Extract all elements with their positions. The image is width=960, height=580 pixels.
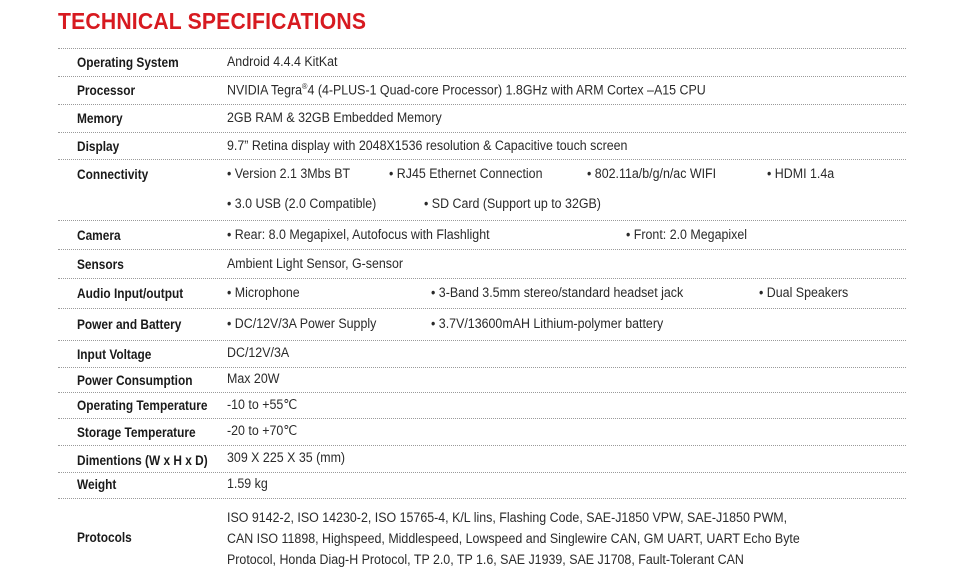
- connectivity-item: • 3.0 USB (2.0 Compatible): [227, 196, 376, 211]
- connectivity-item: • HDMI 1.4a: [767, 166, 834, 181]
- spec-label-power: Power and Battery: [77, 317, 182, 332]
- spec-value-dimensions: 309 X 225 X 35 (mm): [227, 450, 346, 465]
- row-separator: [58, 159, 906, 160]
- connectivity-item: • Version 2.1 3Mbs BT: [227, 166, 350, 181]
- row-separator: [58, 472, 906, 473]
- spec-label-processor: Processor: [77, 83, 136, 98]
- processor-text-a: NVIDIA Tegra: [227, 82, 303, 98]
- row-separator: [58, 249, 906, 250]
- connectivity-item: • SD Card (Support up to 32GB): [424, 196, 601, 211]
- spec-label-dimensions: Dimentions (W x H x D): [77, 453, 208, 468]
- spec-value-processor: [227, 82, 706, 98]
- spec-label-os: Operating System: [77, 55, 179, 70]
- row-separator: [58, 220, 906, 221]
- row-separator: [58, 308, 906, 309]
- connectivity-item: • 802.11a/b/g/n/ac WIFI: [587, 166, 716, 181]
- spec-label-consumption: Power Consumption: [77, 373, 193, 388]
- spec-label-audio: Audio Input/output: [77, 286, 184, 301]
- power-item: • DC/12V/3A Power Supply: [227, 316, 376, 331]
- spec-label-protocols: Protocols: [77, 530, 132, 545]
- spec-label-connectivity: Connectivity: [77, 167, 149, 182]
- spec-value-sensors: Ambient Light Sensor, G-sensor: [227, 256, 404, 271]
- spec-value-memory: 2GB RAM & 32GB Embedded Memory: [227, 110, 442, 125]
- registered-mark: ®: [302, 82, 308, 91]
- spec-label-storage-temp: Storage Temperature: [77, 425, 196, 440]
- processor-text-b: 4 (4-PLUS-1 Quad-core Processor) 1.8GHz with ARM Cortex –A15 CPU: [307, 82, 706, 98]
- row-separator: [58, 498, 906, 499]
- audio-item: • Dual Speakers: [759, 285, 848, 300]
- spec-label-sensors: Sensors: [77, 257, 124, 272]
- spec-value-op-temp: -10 to +55℃: [227, 397, 298, 412]
- protocols-line: CAN ISO 11898, Highspeed, Middlespeed, Lowspeed and Singlewire CAN, GM UART, UART Echo Byte: [227, 531, 800, 546]
- connectivity-item: • RJ45 Ethernet Connection: [389, 166, 542, 181]
- spec-label-input-voltage: Input Voltage: [77, 347, 152, 362]
- spec-value-display: 9.7” Retina display with 2048X1536 resolution & Capacitive touch screen: [227, 138, 628, 153]
- row-separator: [58, 278, 906, 279]
- row-separator: [58, 392, 906, 393]
- camera-item: • Rear: 8.0 Megapixel, Autofocus with Flashlight: [227, 227, 490, 242]
- row-separator: [58, 104, 906, 105]
- spec-value-input-voltage: DC/12V/3A: [227, 345, 290, 360]
- spec-value-consumption: Max 20W: [227, 371, 280, 386]
- power-item: • 3.7V/13600mAH Lithium-polymer battery: [431, 316, 663, 331]
- row-separator: [58, 445, 906, 446]
- spec-label-memory: Memory: [77, 111, 123, 126]
- spec-label-camera: Camera: [77, 228, 121, 243]
- spec-label-display: Display: [77, 139, 120, 154]
- protocols-line: Protocol, Honda Diag-H Protocol, TP 2.0, TP 1.6, SAE J1939, SAE J1708, Fault-Tolerant CAN: [227, 552, 744, 567]
- row-separator: [58, 418, 906, 419]
- audio-item: • Microphone: [227, 285, 300, 300]
- row-separator: [58, 48, 906, 49]
- spec-label-op-temp: Operating Temperature: [77, 398, 208, 413]
- row-separator: [58, 76, 906, 77]
- page-title: TECHNICAL SPECIFICATIONS: [58, 8, 367, 34]
- row-separator: [58, 132, 906, 133]
- spec-value-weight: 1.59 kg: [227, 476, 268, 491]
- audio-item: • 3-Band 3.5mm stereo/standard headset jack: [431, 285, 683, 300]
- spec-value-os: Android 4.4.4 KitKat: [227, 54, 338, 69]
- camera-item: • Front: 2.0 Megapixel: [626, 227, 747, 242]
- row-separator: [58, 340, 906, 341]
- spec-value-storage-temp: -20 to +70℃: [227, 423, 298, 438]
- protocols-line: ISO 9142-2, ISO 14230-2, ISO 15765-4, K/L lins, Flashing Code, SAE-J1850 VPW, SAE-J1850 PWM,: [227, 510, 788, 525]
- spec-label-weight: Weight: [77, 477, 117, 492]
- row-separator: [58, 367, 906, 368]
